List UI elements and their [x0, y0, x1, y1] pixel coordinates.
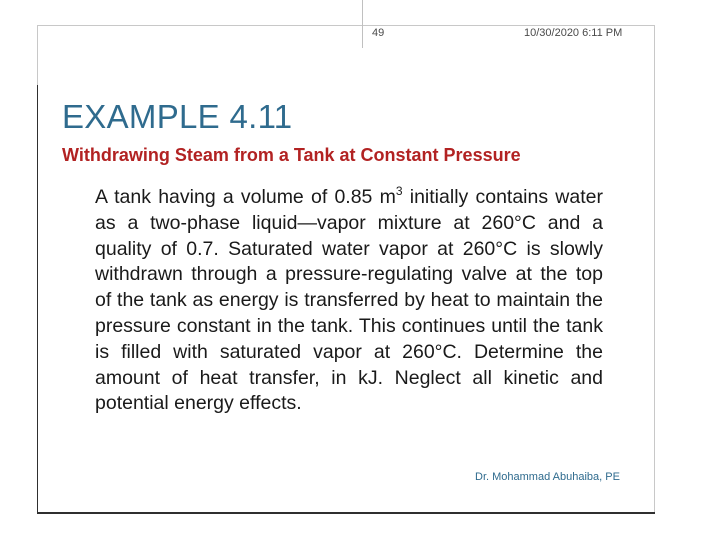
problem-statement	[95, 185, 603, 417]
volume-unit-exponent: 3	[395, 183, 403, 198]
slide-title: EXAMPLE 4.11	[62, 98, 293, 135]
footer-author: Dr. Mohammad Abuhaiba, PE	[475, 471, 620, 483]
slide-subtitle: Withdrawing Steam from a Tank at Constant Pressure	[62, 145, 521, 165]
header-divider	[362, 0, 363, 48]
slide-number: 49	[372, 27, 385, 39]
left-border-line	[37, 85, 38, 513]
bottom-border-line	[37, 512, 655, 514]
date-time: 10/30/2020 6:11 PM	[524, 27, 623, 39]
problem-text-start: A tank having a volume of 0.85 m	[95, 186, 396, 208]
problem-text-rest: initially contains water as a two-phase liquid—vapor mixture at 260°C and a quality of 0.7. Saturated water vapor at 260°C is slowly withdrawn through a pressure-regulating valve at the top of the tank as energy is transferred by heat to maintain the pressure constant in the tank. This continues until the tank is filled with saturated vapor at 260°C. Determine the amount of heat transfer, in kJ. Neglect all kinetic and potential energy effects.	[95, 186, 603, 415]
